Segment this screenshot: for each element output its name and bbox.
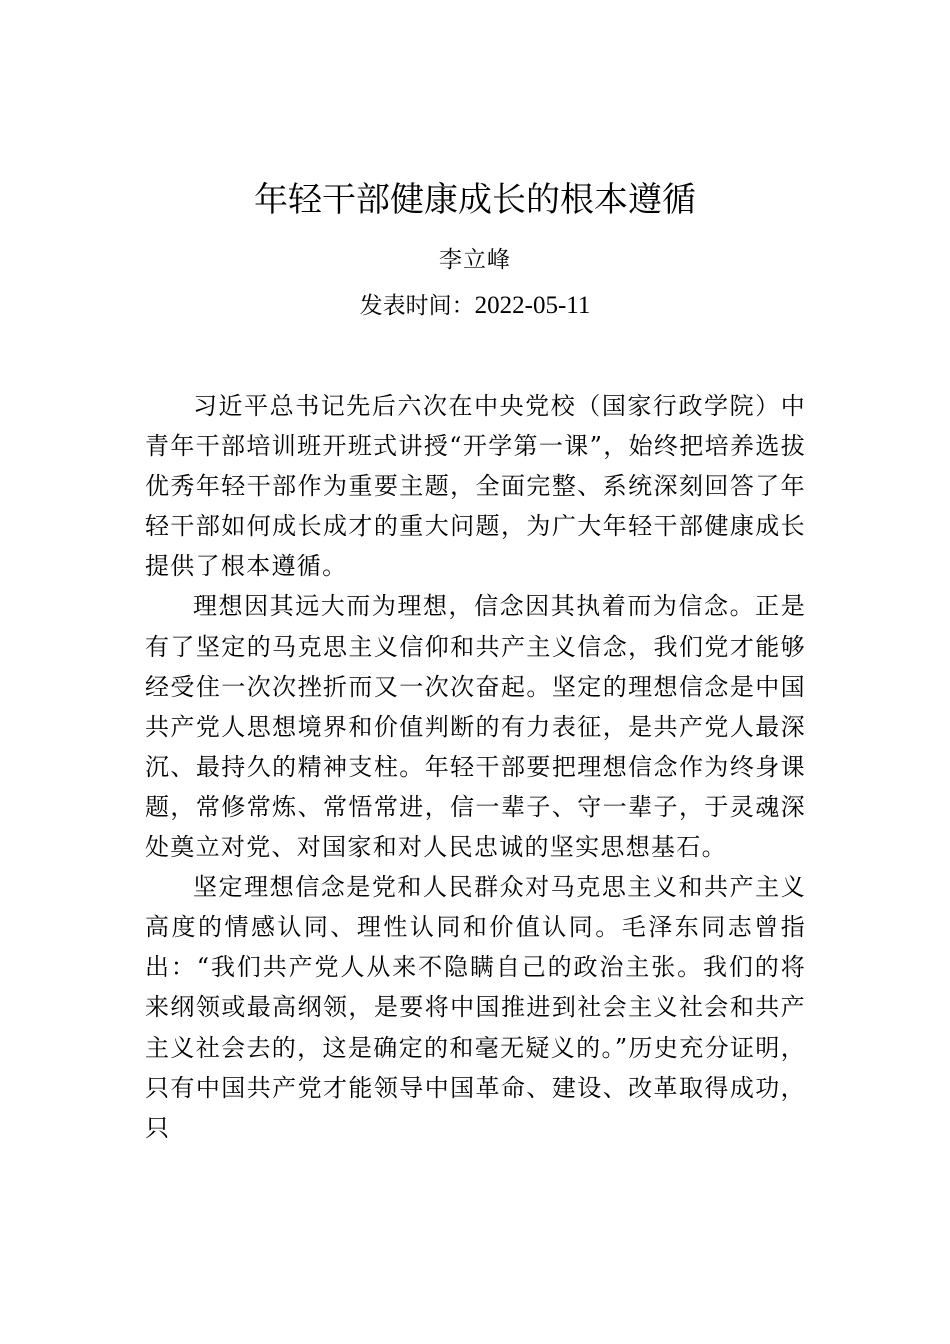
- paragraph-3: 坚定理想信念是党和人民群众对马克思主义和共产主义高度的情感认同、理性认同和价值认同。毛泽东同志曾指出：“我们共产党人从来不隐瞒自己的政治主张。我们的将来纲领或最高纲领，是要将中国推进到社会主义社会和共产主义社会去的，这是确定的和毫无疑义的。”历史充分证明，只有中国共产党才能领导中国革命、建设、改革取得成功，只: [145, 873, 806, 1142]
- publish-date: [0, 290, 950, 322]
- paragraph-1: 习近平总书记先后六次在中央党校（国家行政学院）中青年干部培训班开班式讲授“开学第一课”，始终把培养选拔优秀年轻干部作为重要主题，全面完整、系统深刻回答了年轻干部如何成长成才的重大问题，为广大年轻干部健康成长提供了根本遵循。: [145, 392, 806, 581]
- article-author: 李立峰: [439, 247, 511, 273]
- publish-date-label: 发表时间：: [359, 293, 475, 319]
- article-body: [145, 386, 806, 1148]
- publish-date-value: 2022-05-11: [474, 292, 591, 319]
- paragraph-2: 理想因其远大而为理想，信念因其执着而为信念。正是有了坚定的马克思主义信仰和共产主义信念，我们党才能够经受住一次次挫折而又一次次奋起。坚定的理想信念是中国共产党人思想境界和价值判断的有力表征，是共产党人最深沉、最持久的精神支柱。年轻干部要把理想信念作为终身课题，常修常炼、常悟常进，信一辈子、守一辈子，于灵魂深处奠立对党、对国家和对人民忠诚的坚实思想基石。: [145, 592, 806, 862]
- article-title: 年轻干部健康成长的根本遵循: [254, 180, 696, 220]
